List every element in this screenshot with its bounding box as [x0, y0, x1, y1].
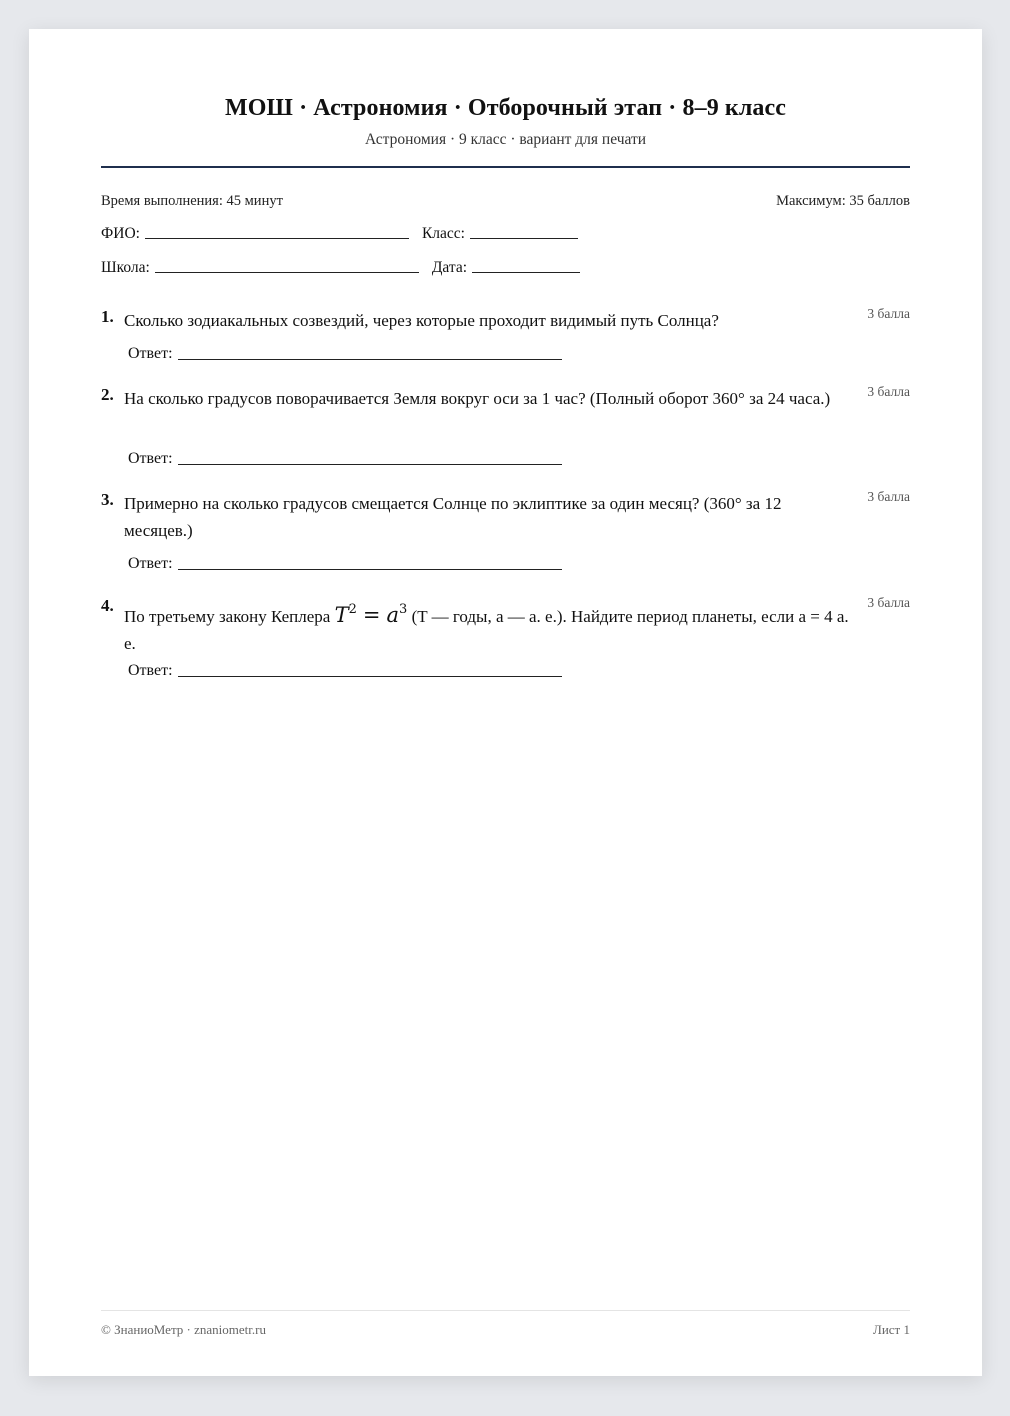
question-text: На сколько градусов поворачивается Земля вокруг оси за 1 час? (Полный оборот 360° за 24 часа.) — [124, 389, 831, 408]
answer-label: Ответ: — [128, 662, 173, 679]
answer-field[interactable] — [178, 569, 562, 570]
question-text: Сколько зодиакальных созвездий, через которые проходит видимый путь Солнца? — [124, 311, 719, 330]
question-points: 3 балла — [867, 306, 910, 321]
formula-rhs: a — [386, 603, 400, 627]
formula-rhs-exp: 3 — [399, 602, 408, 617]
exam-sheet — [29, 29, 982, 1376]
answer-field[interactable] — [178, 464, 562, 465]
date-label: Дата: — [431, 259, 468, 276]
footer-copyright: © ЗнаниоМетр · znaniometr.ru — [101, 1322, 266, 1337]
max-score: Максимум: 35 баллов — [776, 193, 910, 209]
fio-class-row — [101, 225, 910, 243]
question-text-before: По третьему закону Кеплера — [124, 607, 331, 626]
formula-lhs: T — [334, 603, 349, 627]
date-field[interactable] — [472, 271, 580, 273]
question-points: 3 балла — [867, 489, 910, 504]
fio-label: ФИО: — [101, 225, 140, 242]
question-number: 3. — [101, 490, 114, 509]
answer-row — [128, 345, 562, 363]
answer-field[interactable] — [178, 676, 562, 677]
answer-label: Ответ: — [128, 450, 173, 467]
sheet-content — [101, 29, 910, 1376]
answer-label: Ответ: — [128, 345, 173, 362]
question-number: 1. — [101, 307, 114, 326]
formula-eq: = — [362, 603, 381, 627]
answer-field[interactable] — [178, 359, 562, 360]
question-text-after: (T — годы, a — а. е.). Найдите период планеты, если a = 4 а. е. — [124, 607, 849, 653]
page-title: МОШ · Астрономия · Отборочный этап · 8–9 класс — [225, 95, 786, 121]
class-field[interactable] — [470, 237, 578, 239]
question-points: 3 балла — [867, 384, 910, 399]
header-divider — [101, 166, 910, 168]
kepler-formula — [335, 603, 408, 627]
question-text — [124, 596, 849, 657]
question-number: 4. — [101, 596, 114, 615]
school-field[interactable] — [155, 271, 419, 273]
answer-label: Ответ: — [128, 555, 173, 572]
class-label: Класс: — [421, 225, 465, 242]
question-points: 3 балла — [867, 595, 910, 610]
question-text: Примерно на сколько градусов смещается Солнце по эклиптике за один месяц? (360° за 12 месяцев.) — [124, 494, 782, 540]
footer-divider — [101, 1310, 910, 1311]
school-label: Школа: — [101, 259, 150, 276]
time-limit: Время выполнения: 45 минут — [101, 193, 283, 209]
fio-field[interactable] — [145, 237, 409, 239]
answer-row — [128, 662, 562, 680]
question-number: 2. — [101, 385, 114, 404]
answer-row — [128, 450, 562, 468]
formula-lhs-exp: 2 — [348, 602, 357, 617]
school-date-row — [101, 259, 910, 277]
footer-sheet-number: Лист 1 — [873, 1322, 910, 1337]
page-subtitle: Астрономия · 9 класс · вариант для печати — [364, 131, 647, 148]
answer-row — [128, 555, 562, 573]
